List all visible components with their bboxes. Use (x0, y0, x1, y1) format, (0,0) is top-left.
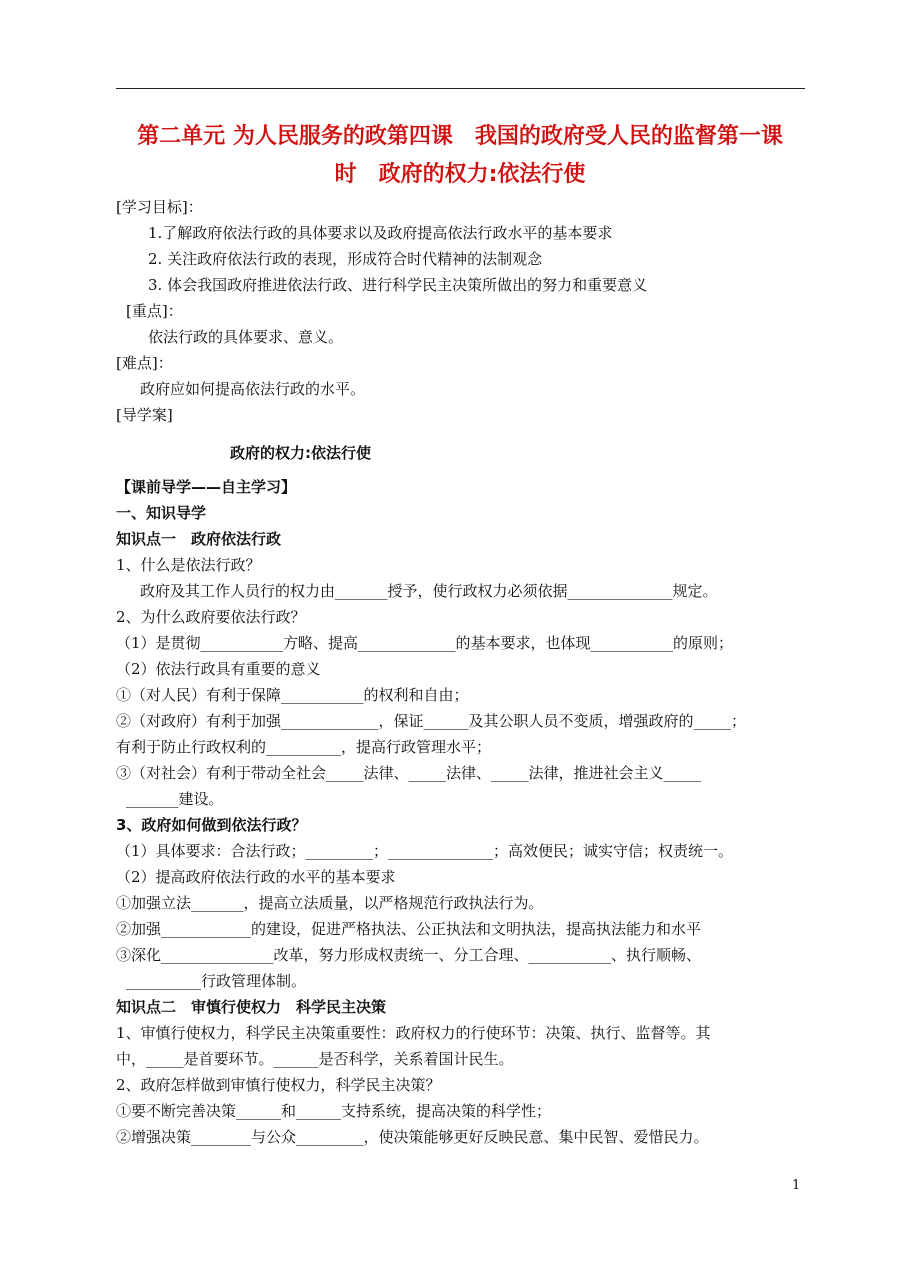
key-point-text: 依法行政的具体要求、意义。 (148, 328, 344, 346)
question-3-sub-b: ②加强____________的建设，促进严格执法、公正执法和文明执法，提高执法能力和水平 (116, 920, 702, 938)
difficulty-text: 政府应如何提高依法行政的水平。 (140, 380, 366, 398)
question-3: 3、政府如何做到依法行政？ (116, 816, 307, 834)
document-body (116, 194, 816, 1150)
question-2-sub-b: ②（对政府）有利于加强_____________，保证______及其公职人员不变质，增强政府的_____； (116, 712, 747, 730)
question-2-sub-c: ③（对社会）有利于带动全社会_____法律、_____法律、_____法律，推进社会主义_____ (116, 764, 702, 782)
item-r2: 2、政府怎样做到审慎行使权力，科学民主决策？ (116, 1076, 441, 1094)
goals-label: [学习目标]： (116, 198, 203, 216)
item-r1: 1、审慎行使权力，科学民主决策重要性：政府权力的行使环节：决策、执行、监督等。其 (116, 1024, 711, 1042)
question-3-sub-c-cont: __________行政管理体制。 (126, 972, 307, 990)
question-3-item-1: （1）具体要求：合法行政；_________；______________；高效便民；诚实守信；权责统一。 (116, 842, 734, 860)
section-subtitle: 政府的权力:依法行使 (230, 444, 371, 462)
item-r1-cont: 中，_____是首要环节。______是否科学，关系着国计民生。 (116, 1050, 514, 1068)
question-2-sub-c-cont: _______建设。 (126, 790, 224, 808)
question-3-item-2: （2）提高政府依法行政的水平的基本要求 (116, 868, 396, 886)
question-3-sub-c: ③深化_______________改革，努力形成权责统一、分工合理、___________、执行顺畅、 (116, 946, 702, 964)
goal-2: 2. 关注政府依法行政的表现，形成符合时代精神的法制观念 (148, 250, 543, 268)
question-1: 1、什么是依法行政？ (116, 556, 261, 574)
guide-label: [导学案] (116, 406, 173, 424)
question-2: 2、为什么政府要依法行政？ (116, 608, 306, 626)
question-2-item-2: （2）依法行政具有重要的意义 (116, 660, 321, 678)
difficulty-label: [难点]： (116, 354, 173, 372)
title-line-2: 时 政府的权力:依法行使 (334, 162, 586, 187)
question-2-sub-a: ①（对人民）有利于保障___________的权利和自由； (116, 686, 469, 704)
key-point-label: [重点]： (126, 302, 183, 320)
question-1-answer: 政府及其工作人员行的权力由_______授予，使行政权力必须依据______________规定。 (140, 582, 718, 600)
title-line-1: 第二单元 为人民服务的政第四课 我国的政府受人民的监督第一课 (137, 124, 783, 149)
knowledge-point-2: 知识点二 审慎行使权力 科学民主决策 (116, 998, 387, 1016)
header-rule (116, 88, 805, 89)
pre-class-heading: 【课前导学——自主学习】 (116, 478, 297, 496)
item-r2-b: ②增强决策________与公众_________，使决策能够更好反映民意、集中民智、爱惜民力。 (116, 1128, 709, 1146)
question-3-sub-a: ①加强立法_______，提高立法质量，以严格规范行政执法行为。 (116, 894, 544, 912)
page-number: 1 (792, 1178, 801, 1193)
part-one-heading: 一、知识导学 (116, 504, 207, 522)
goal-3: 3. 体会我国政府推进依法行政、进行科学民主决策所做出的努力和重要意义 (148, 276, 648, 294)
knowledge-point-1: 知识点一 政府依法行政 (116, 530, 282, 548)
item-r2-a: ①要不断完善决策______和______支持系统，提高决策的科学性； (116, 1102, 552, 1120)
goal-1: 1.了解政府依法行政的具体要求以及政府提高依法行政水平的基本要求 (148, 224, 613, 242)
document-title (110, 118, 810, 194)
question-2-sub-b-cont: 有利于防止行政权利的__________，提高行政管理水平； (116, 738, 492, 756)
question-2-item-1: （1）是贯彻___________方略、提高_____________的基本要求，也体现___________的原则； (116, 634, 734, 652)
